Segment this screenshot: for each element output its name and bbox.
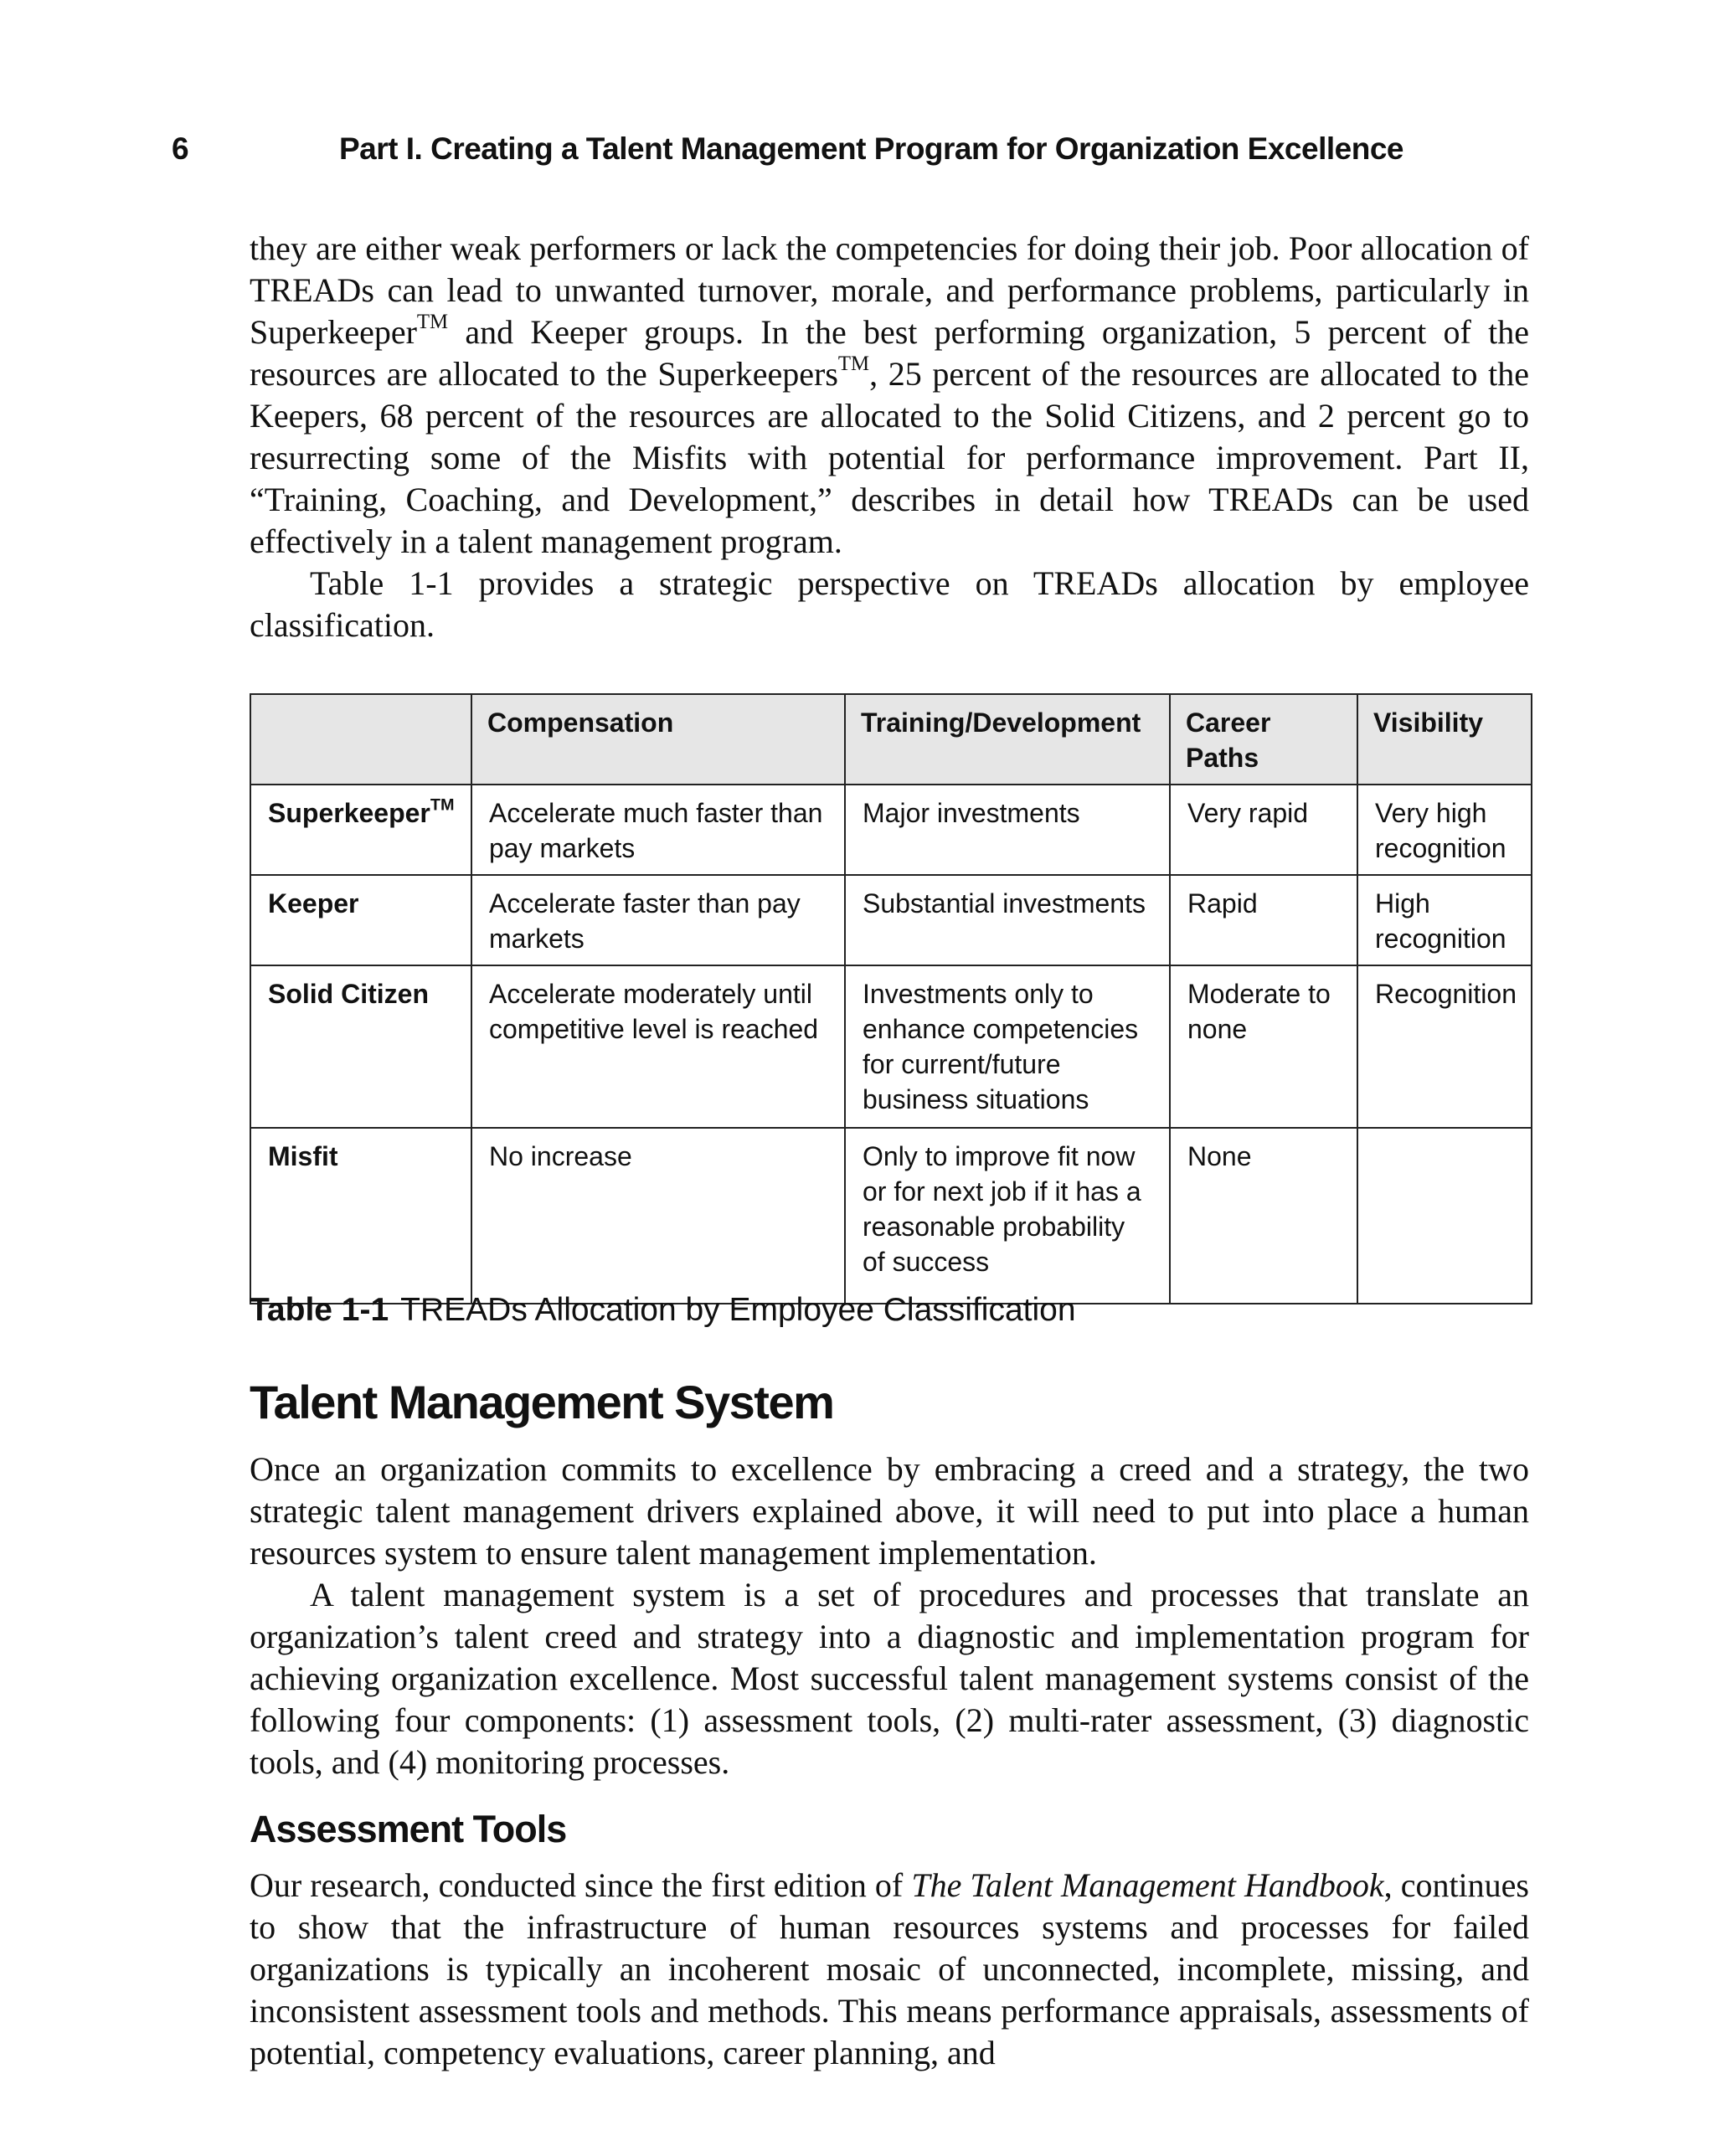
column-header: Visibility [1357,694,1532,785]
table-cell: Substantial investments [845,875,1170,965]
section-heading-assessment-tools: Assessment Tools [250,1808,567,1850]
table-row [250,875,1532,965]
table-cell: Accelerate faster than pay markets [471,875,845,965]
paragraph: Once an organization commits to excellence by embracing a creed and a strategy, the two strategic talent management drivers explained above, it will need to put into place a human resources system to ensure talent management implementation. [250,1450,1529,1572]
treads-allocation-table [250,693,1532,1304]
table-row [250,965,1532,1128]
section-heading-talent-management-system: Talent Management System [250,1376,834,1428]
trademark-mark: TM [416,311,449,334]
table-cell: Recognition [1357,965,1532,1128]
table-cell: Only to improve fit now or for next job if it has a reasonable probability of success [845,1128,1170,1304]
intro-paragraph-1: they are either weak performers or lack the competencies for doing their job. Poor allocation of TREADs can lead to unwanted turnover, morale, and performance problems, particularly in Superkeeper™ and Keeper groups. In the best performing organization, 5 percent of the resources are allocated to the Superkeepers™, 25 percent of the resources are allocated to the Keepers, 68 percent of the resources are allocated to the Solid Citizens, and 2 percent go to resurrecting some of the Misfits with potential for performance improvement. Part II, “Training, Coaching, and Development,” describes in detail how TREADs can be used effectively in a talent management program. [250,229,1529,560]
table-cell: No increase [471,1128,845,1304]
table-cell: Accelerate much faster than pay markets [471,785,845,875]
row-label: Keeper [250,875,471,965]
talent-management-system-text [250,1448,1529,1783]
table-cell: Very rapid [1170,785,1357,875]
table-cell: Moderate to none [1170,965,1357,1128]
intro-text [250,228,1529,646]
table-cell [1357,1128,1532,1304]
row-label: Superkeeper™ [250,785,471,875]
column-header: Compensation [471,694,845,785]
table-row [250,785,1532,875]
paragraph: Our research, conducted since the first edition of The Talent Management Handbook, continues to show that the infrastructure of human resources systems and processes for failed organizations is typically an incoherent mosaic of unconnected, incomplete, missing, and inconsistent assessment tools and methods. This means performance appraisals, assessments of potential, competency evaluations, career planning, and [250,1866,1529,2071]
table-cell: High recognition [1357,875,1532,965]
table-row [250,1128,1532,1304]
row-label: Misfit [250,1128,471,1304]
intro-paragraph-2: Table 1-1 provides a strategic perspective on TREADs allocation by employee classification. [250,564,1529,644]
column-header: Training/Development [845,694,1170,785]
book-title: The Talent Management Handbook [911,1866,1384,1904]
table-cell: Accelerate moderately until competitive level is reached [471,965,845,1128]
caption-label: Table 1-1 [250,1292,389,1328]
column-header [250,694,471,785]
running-head [172,124,1446,174]
table-cell: Very high recognition [1357,785,1532,875]
table-cell: Investments only to enhance competencies for current/future business situations [845,965,1170,1128]
paragraph: A talent management system is a set of procedures and processes that translate an organization’s talent creed and strategy into a diagnostic and implementation program for achieving organization excellence. Most successful talent management systems consist of the following four components: (1) assessment tools, (2) multi-rater assessment, (3) diagnostic tools, and (4) monitoring processes. [250,1576,1529,1781]
table-caption [250,1285,1076,1335]
running-title: Part I. Creating a Talent Management Program for Organization Excellence [339,131,1403,166]
table-cell: Major investments [845,785,1170,875]
table-header-row [250,694,1532,785]
row-label: Solid Citizen [250,965,471,1128]
caption-text: TREADs Allocation by Employee Classification [400,1292,1076,1328]
table-cell: Rapid [1170,875,1357,965]
column-header: Career Paths [1170,694,1357,785]
assessment-tools-text [250,1865,1529,2074]
trademark-mark: TM [837,352,870,376]
page-number: 6 [172,131,189,166]
table-cell: None [1170,1128,1357,1304]
trademark-mark: TM [430,795,455,815]
